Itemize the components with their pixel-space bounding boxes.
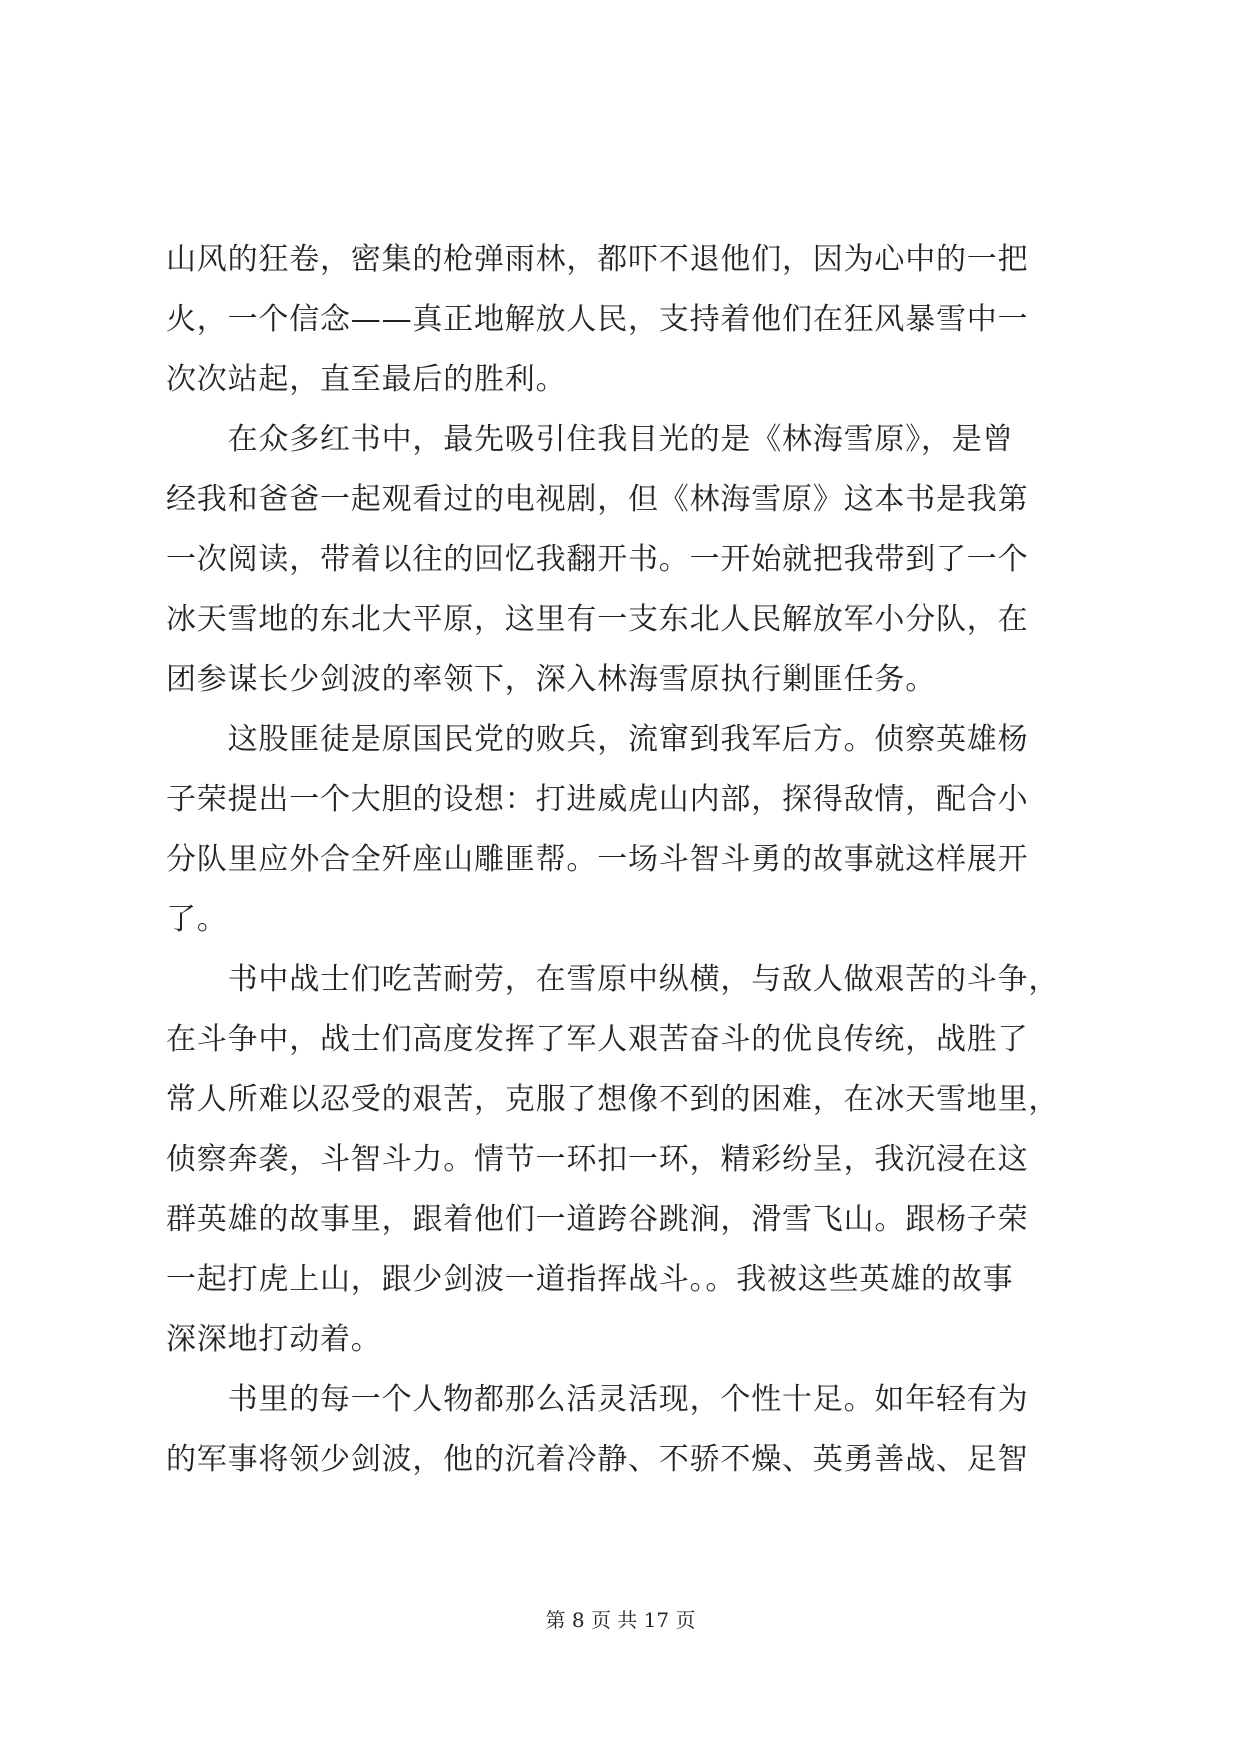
text-line: 分队里应外合全歼座山雕匪帮。一场斗智斗勇的故事就这样展开 [166,842,1029,877]
text-line: 群英雄的故事里，跟着他们一道跨谷跳涧，滑雪飞山。跟杨子荣 [166,1202,1029,1237]
text-line: 一起打虎上山，跟少剑波一道指挥战斗。。我被这些英雄的故事 [166,1262,1014,1297]
text-line: 在众多红书中，最先吸引住我目光的是《林海雪原》，是曾 [166,422,1014,457]
text-line: 的军事将领少剑波，他的沉着冷静、不骄不燥、英勇善战、足智 [166,1442,1029,1477]
body-text [166,230,1078,1490]
text-line: 书中战士们吃苦耐劳，在雪原中纵横，与敌人做艰苦的斗争， [166,962,1060,997]
text-line: 常人所难以忍受的艰苦，克服了想像不到的困难，在冰天雪地里， [166,1082,1060,1117]
page-number-footer: 第 8 页 共 17 页 [545,1608,696,1632]
text-line: 山风的狂卷，密集的枪弹雨林，都吓不退他们，因为心中的一把 [166,242,1029,277]
text-line: 一次阅读，带着以往的回忆我翻开书。一开始就把我带到了一个 [166,542,1029,577]
text-line: 书里的每一个人物都那么活灵活现，个性十足。如年轻有为 [166,1382,1029,1417]
text-line: 次次站起，直至最后的胜利。 [166,362,567,397]
text-line: 子荣提出一个大胆的设想：打进威虎山内部，探得敌情，配合小 [166,782,1029,817]
text-line: 侦察奔袭，斗智斗力。情节一环扣一环，精彩纷呈，我沉浸在这 [166,1142,1029,1177]
text-line: 火，一个信念——真正地解放人民，支持着他们在狂风暴雪中一 [166,302,1029,337]
text-line: 经我和爸爸一起观看过的电视剧，但《林海雪原》这本书是我第 [166,482,1029,517]
text-line: 冰天雪地的东北大平原，这里有一支东北人民解放军小分队，在 [166,602,1029,637]
text-line: 了。 [166,902,228,937]
text-line: 在斗争中，战士们高度发挥了军人艰苦奋斗的优良传统，战胜了 [166,1022,1029,1057]
text-line: 深深地打动着。 [166,1322,382,1357]
text-line: 团参谋长少剑波的率领下，深入林海雪原执行剿匪任务。 [166,662,936,697]
text-line: 这股匪徒是原国民党的败兵，流窜到我军后方。侦察英雄杨 [166,722,1029,757]
